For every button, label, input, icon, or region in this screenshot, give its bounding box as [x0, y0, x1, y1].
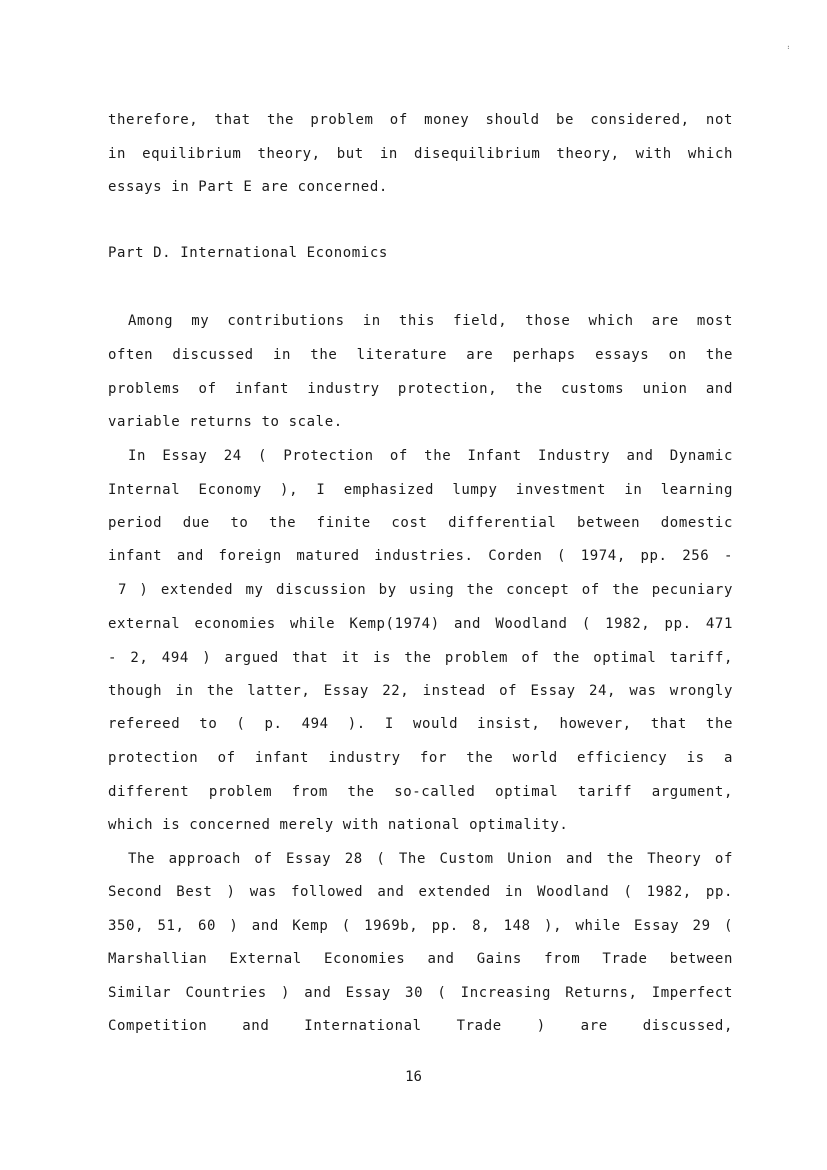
text-line: The approach of Essay 28 ( The Custom Union and the Theory of [128, 851, 733, 867]
scan-speck: · · [786, 42, 805, 53]
text-line: protection of infant industry for the world efficiency is a [108, 750, 733, 766]
text-line: essays in Part E are concerned. [108, 179, 388, 195]
text-line: external economies while Kemp(1974) and Woodland ( 1982, pp. 471 [108, 616, 733, 632]
text-line: In Essay 24 ( Protection of the Infant Industry and Dynamic [128, 448, 733, 464]
text-line: though in the latter, Essay 22, instead of Essay 24, was wrongly [108, 683, 733, 699]
text-line: 7 ) extended my discussion by using the concept of the pecuniary [118, 582, 733, 598]
text-line: 350, 51, 60 ) and Kemp ( 1969b, pp. 8, 148 ), while Essay 29 ( [108, 918, 733, 934]
text-line: often discussed in the literature are perhaps essays on the [108, 347, 733, 363]
section-heading: Part D. International Economics [108, 245, 388, 261]
text-line: different problem from the so-called optimal tariff argument, [108, 784, 733, 800]
text-line: which is concerned merely with national optimality. [108, 817, 569, 833]
text-line: period due to the finite cost differential between domestic [108, 515, 733, 531]
text-line: problems of infant industry protection, the customs union and [108, 381, 733, 397]
text-line: refereed to ( p. 494 ). I would insist, however, that the [108, 716, 733, 732]
text-line: Second Best ) was followed and extended in Woodland ( 1982, pp. [108, 884, 733, 900]
text-line: therefore, that the problem of money should be considered, not [108, 112, 733, 128]
text-line: Competition and International Trade ) are discussed, [108, 1018, 733, 1034]
text-line: Internal Economy ), I emphasized lumpy investment in learning [108, 482, 733, 498]
text-line: Similar Countries ) and Essay 30 ( Increasing Returns, Imperfect [108, 985, 733, 1001]
page-number: 16 [405, 1069, 422, 1085]
text-line: - 2, 494 ) argued that it is the problem of the optimal tariff, [108, 650, 733, 666]
text-line: infant and foreign matured industries. Corden ( 1974, pp. 256 - [108, 548, 733, 564]
text-line: Among my contributions in this field, those which are most [128, 313, 733, 329]
text-line: variable returns to scale. [108, 414, 343, 430]
text-line: Marshallian External Economies and Gains from Trade between [108, 951, 733, 967]
text-line: in equilibrium theory, but in disequilibrium theory, with which [108, 146, 733, 162]
